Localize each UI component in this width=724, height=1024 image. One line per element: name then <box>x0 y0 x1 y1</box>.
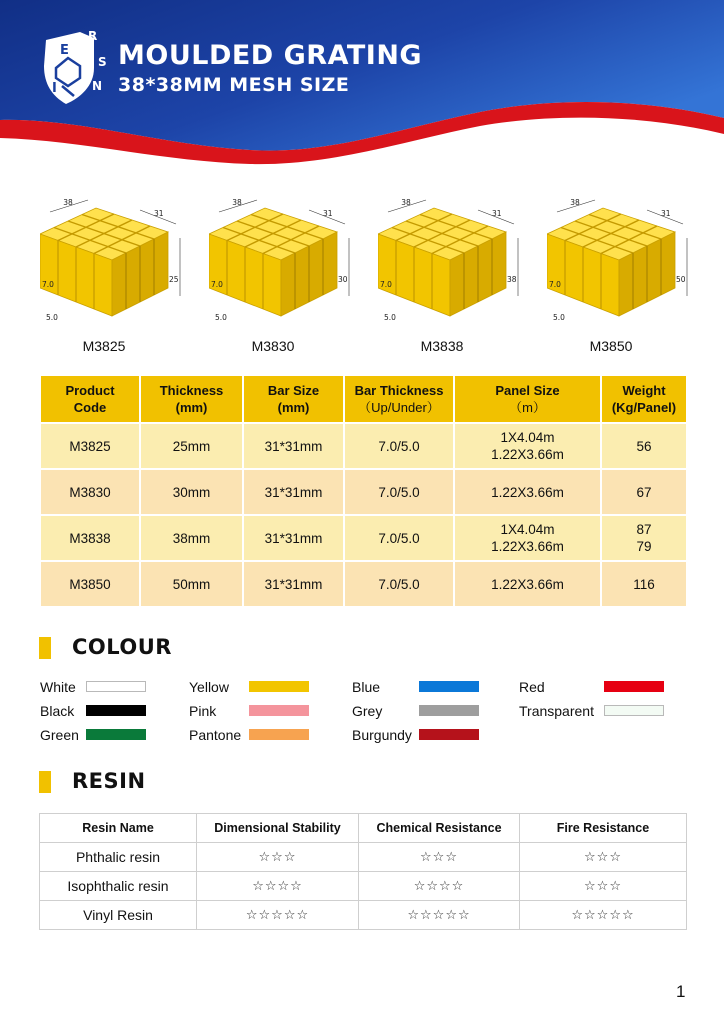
cell-code: M3850 <box>40 561 140 607</box>
product-caption: M3825 <box>82 338 126 354</box>
cell-bar-thickness: 7.0/5.0 <box>344 515 454 561</box>
header-panel-size: Panel Size （m） <box>454 375 601 423</box>
dimension-left-label: 7.0 <box>42 280 54 289</box>
grating-image-m3830 <box>209 196 359 326</box>
table-row <box>40 872 687 901</box>
cell-dimensional-rating: ☆☆☆☆ <box>197 872 359 901</box>
cell-panel-size: 1.22X3.66m <box>454 469 601 515</box>
cell-bar-size: 31*31mm <box>243 423 344 469</box>
colour-label-burgundy: Burgundy <box>352 727 412 743</box>
dimension-height-label: 50 <box>676 275 686 284</box>
dimension-height-label: 38 <box>507 275 517 284</box>
dimension-bottom-label: 5.0 <box>215 313 227 322</box>
grating-image-m3850 <box>547 196 697 326</box>
cell-code: M3830 <box>40 469 140 515</box>
colour-swatch-burgundy <box>419 729 479 740</box>
cell-chemical-rating: ☆☆☆☆☆ <box>359 901 520 930</box>
cell-bar-size: 31*31mm <box>243 469 344 515</box>
cell-panel-size: 1X4.04m 1.22X3.66m <box>454 423 601 469</box>
dimension-top-label: 38 <box>63 198 73 207</box>
colour-swatch-green <box>86 729 146 740</box>
colour-section-title: COLOUR <box>72 635 172 659</box>
logo-letter-i: I <box>52 81 57 96</box>
dimension-height-label: 25 <box>169 275 179 284</box>
cell-resin-name: Isophthalic resin <box>40 872 197 901</box>
colour-swatch-pink <box>249 705 309 716</box>
cell-dimensional-rating: ☆☆☆ <box>197 843 359 872</box>
header-bar-thickness: Bar Thickness （Up/Under） <box>344 375 454 423</box>
table-row <box>40 515 687 561</box>
colour-label-white: White <box>40 679 76 695</box>
colour-swatch-white <box>86 681 146 692</box>
colour-swatch-black <box>86 705 146 716</box>
spec-table-header-row <box>40 375 687 423</box>
dimension-right-label: 31 <box>492 209 502 218</box>
cell-code: M3838 <box>40 515 140 561</box>
header-dimensional-stability: Dimensional Stability <box>197 814 359 843</box>
logo-letter-e: E <box>60 43 69 58</box>
table-row <box>40 843 687 872</box>
cell-weight: 67 <box>601 469 687 515</box>
header-resin-name: Resin Name <box>40 814 197 843</box>
cell-thickness: 38mm <box>140 515 243 561</box>
page-subtitle: 38*38MM MESH SIZE <box>118 74 350 96</box>
colour-swatch-blue <box>419 681 479 692</box>
logo-letter-n: N <box>92 79 103 93</box>
table-row <box>40 469 687 515</box>
colour-label-pink: Pink <box>189 703 217 719</box>
dimension-top-label: 38 <box>232 198 242 207</box>
grating-image-m3838 <box>378 196 528 326</box>
cell-chemical-rating: ☆☆☆ <box>359 843 520 872</box>
table-row <box>40 423 687 469</box>
cell-bar-thickness: 7.0/5.0 <box>344 469 454 515</box>
cell-thickness: 25mm <box>140 423 243 469</box>
page-number: 1 <box>676 982 686 1001</box>
dimension-left-label: 7.0 <box>549 280 561 289</box>
colour-swatch-red <box>604 681 664 692</box>
cell-weight: 87 79 <box>601 515 687 561</box>
header-bar-size: Bar Size (mm) <box>243 375 344 423</box>
cell-thickness: 30mm <box>140 469 243 515</box>
dimension-height-label: 30 <box>338 275 348 284</box>
colour-label-black: Black <box>40 703 75 719</box>
header-weight: Weight (Kg/Panel) <box>601 375 687 423</box>
dimension-left-label: 7.0 <box>380 280 392 289</box>
colour-label-grey: Grey <box>352 703 383 719</box>
colour-label-blue: Blue <box>352 679 381 695</box>
cell-bar-size: 31*31mm <box>243 515 344 561</box>
resin-table <box>39 813 687 930</box>
cell-fire-rating: ☆☆☆ <box>520 843 687 872</box>
logo-letter-s: S <box>98 55 107 69</box>
table-row <box>40 901 687 930</box>
cell-bar-thickness: 7.0/5.0 <box>344 423 454 469</box>
colour-label-yellow: Yellow <box>189 679 229 695</box>
dimension-bottom-label: 5.0 <box>384 313 396 322</box>
cell-chemical-rating: ☆☆☆☆ <box>359 872 520 901</box>
resin-table-header-row <box>40 814 687 843</box>
colour-swatch-pantone <box>249 729 309 740</box>
cell-bar-thickness: 7.0/5.0 <box>344 561 454 607</box>
dimension-top-label: 38 <box>401 198 411 207</box>
header-chemical-resistance: Chemical Resistance <box>359 814 520 843</box>
product-caption: M3850 <box>589 338 633 354</box>
table-row <box>40 561 687 607</box>
header-fire-resistance: Fire Resistance <box>520 814 687 843</box>
colour-label-transparent: Transparent <box>519 703 594 719</box>
cell-weight: 56 <box>601 423 687 469</box>
cell-resin-name: Vinyl Resin <box>40 901 197 930</box>
colour-label-pantone: Pantone <box>189 727 242 743</box>
product-caption: M3830 <box>251 338 295 354</box>
colour-swatch-grey <box>419 705 479 716</box>
cell-thickness: 50mm <box>140 561 243 607</box>
dimension-bottom-label: 5.0 <box>46 313 58 322</box>
spec-table <box>39 374 688 608</box>
cell-weight: 116 <box>601 561 687 607</box>
dimension-top-label: 38 <box>570 198 580 207</box>
dimension-left-label: 7.0 <box>211 280 223 289</box>
product-caption: M3838 <box>420 338 464 354</box>
page-header <box>0 0 724 170</box>
dimension-right-label: 31 <box>661 209 671 218</box>
cell-fire-rating: ☆☆☆ <box>520 872 687 901</box>
resin-section-marker <box>39 771 51 793</box>
cell-dimensional-rating: ☆☆☆☆☆ <box>197 901 359 930</box>
cell-panel-size: 1X4.04m 1.22X3.66m <box>454 515 601 561</box>
cell-fire-rating: ☆☆☆☆☆ <box>520 901 687 930</box>
cell-bar-size: 31*31mm <box>243 561 344 607</box>
cell-resin-name: Phthalic resin <box>40 843 197 872</box>
resin-section-title: RESIN <box>72 769 146 793</box>
cell-code: M3825 <box>40 423 140 469</box>
dimension-right-label: 31 <box>154 209 164 218</box>
colour-section-marker <box>39 637 51 659</box>
grating-image-m3825 <box>40 196 190 326</box>
header-thickness: Thickness (mm) <box>140 375 243 423</box>
dimension-right-label: 31 <box>323 209 333 218</box>
colour-swatch-yellow <box>249 681 309 692</box>
colour-label-green: Green <box>40 727 79 743</box>
dimension-bottom-label: 5.0 <box>553 313 565 322</box>
cell-panel-size: 1.22X3.66m <box>454 561 601 607</box>
logo-letter-r: R <box>88 29 98 43</box>
company-logo <box>40 28 112 108</box>
page-title: MOULDED GRATING <box>118 40 423 71</box>
colour-swatch-transparent <box>604 705 664 716</box>
header-product-code: Product Code <box>40 375 140 423</box>
colour-label-red: Red <box>519 679 545 695</box>
